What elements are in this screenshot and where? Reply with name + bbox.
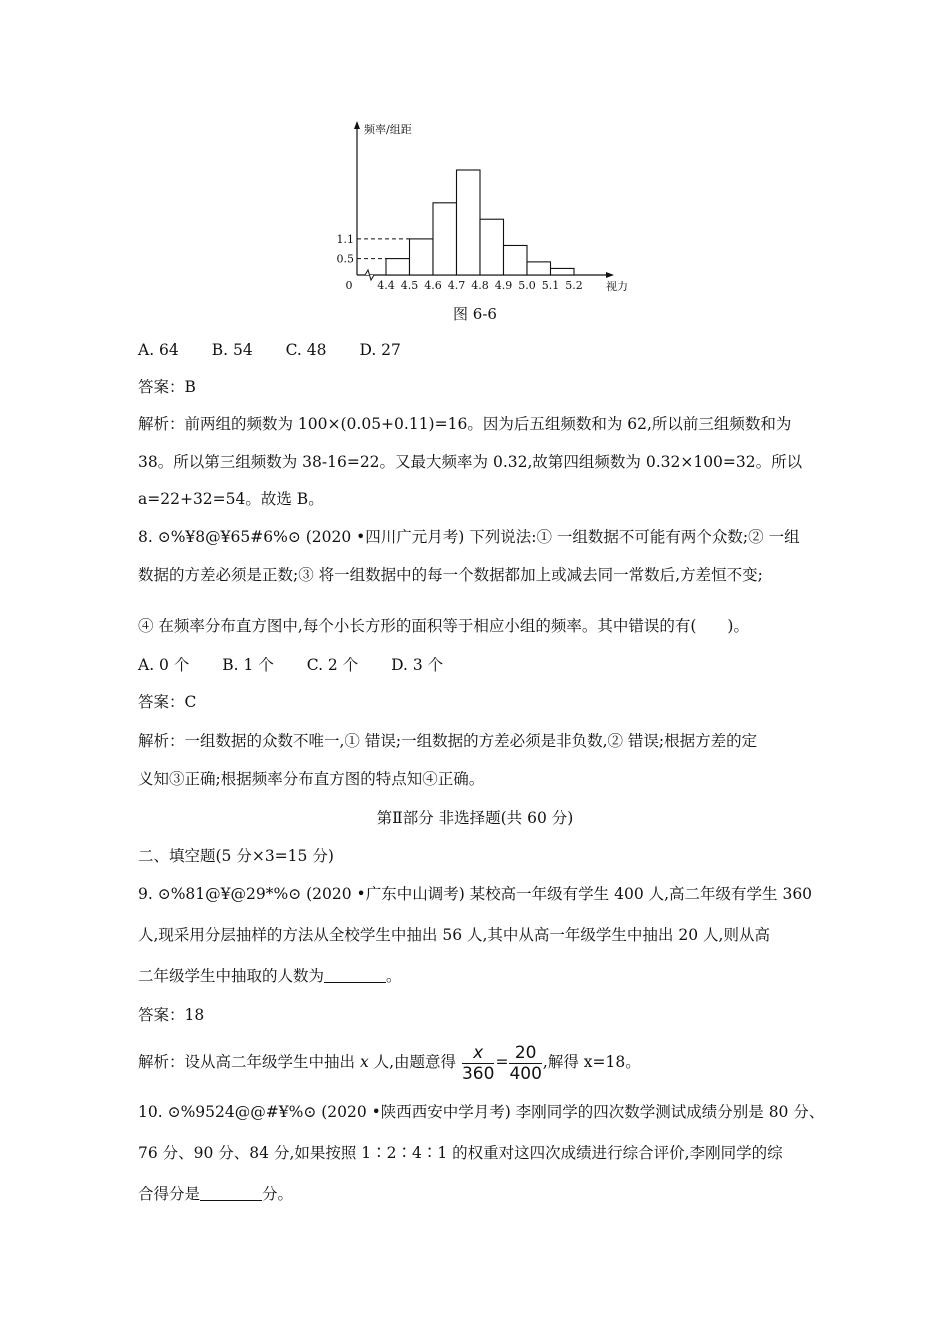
fraction-20-over-400 [509,1043,541,1084]
x-tick-label: 5.1 [541,279,560,292]
q9-answer-blank [324,966,386,983]
q10-stem-end: 分。 [262,1185,294,1203]
q7-analysis-line: 解析：前两组的频数为 100×(0.05+0.11)=16。因为后五组频数和为 62,所以前三组频数和为 [138,415,792,433]
q7-option-c: C. 48 [285,341,327,359]
histogram-bar [551,268,575,275]
q8-stem-line: 数据的方差必须是正数;③ 将一组数据中的每一个数据都加上或减去同一常数后,方差恒不变; [138,566,763,584]
figure-caption: 图 6-6 [453,305,497,323]
origin-label: 0 [345,279,353,292]
q8-option-a: A. 0 个 [138,656,190,674]
histogram-bar [527,262,551,275]
y-tick-label: 0.5 [336,252,354,266]
q9-analysis-mid: 人,由题意得 [368,1053,457,1071]
x-tick-label: 4.5 [400,279,419,292]
q8-answer: 答案：C [138,693,197,711]
x-tick-label: 4.7 [447,279,466,292]
x-tick-label: 5.0 [518,279,536,292]
q8-analysis-line: 义知③正确;根据频率分布直方图的特点知④正确。 [138,770,485,788]
q10-stem-line: 76 分、90 分、84 分,如果按照 1∶2∶4∶1 的权重对这四次成绩进行综合评价,李刚同学的综 [138,1144,783,1162]
q8-options [138,655,828,675]
fraction-denominator: 360 [461,1063,495,1084]
part2-title: 第Ⅱ部分 非选择题(共 60 分) [376,809,574,827]
histogram-bar [480,219,504,275]
q7-analysis-line: 38。所以第三组频数为 38-16=22。又最大频率为 0.32,故第四组频数为 0.32×100=32。所以 [138,453,803,471]
fraction-numerator: x [462,1043,494,1064]
q8-stem-line: ④ 在频率分布直方图中,每个小长方形的面积等于相应小组的频率。其中错误的有( )。 [138,617,749,635]
x-tick-label: 4.4 [377,279,395,292]
q9-var-x: x [359,1053,369,1071]
histogram-bar [457,170,481,275]
q8-stem-line: 8. ⊙%¥8@¥65#6%⊙ (2020 •四川广元月考) 下列说法:① 一组数据不可能有两个众数;② 一组 [138,528,800,546]
q8-analysis-line: 解析：一组数据的众数不唯一,① 错误;一组数据的方差必须是非负数,② 错误;根据方差的定 [138,732,758,750]
q7-answer: 答案：B [138,378,196,396]
q8-option-d: D. 3 个 [391,656,444,674]
q9-stem-line: 9. ⊙%81@¥@29*%⊙ (2020 •广东中山调考) 某校高一年级有学生 400 人,高二年级有学生 360 [138,885,813,903]
y-tick-label: 1.1 [336,232,354,246]
q8-option-b: B. 1 个 [222,656,274,674]
fraction-denominator: 400 [509,1063,542,1084]
q9-analysis-post: ,解得 x=18。 [542,1053,641,1071]
x-tick-label: 4.8 [471,279,489,292]
x-axis-label: 视力 [606,280,628,293]
q10-stem-text: 合得分是 [138,1185,201,1203]
q8-option-c: C. 2 个 [306,656,359,674]
q9-analysis [138,1040,828,1084]
axis-break-mark [365,270,374,280]
histogram-chart [330,115,630,300]
fraction-x-over-360 [462,1043,494,1084]
section2-title: 二、填空题(5 分×3=15 分) [138,847,334,865]
q9-analysis-pre: 解析：设从高二年级学生中抽出 [138,1053,360,1071]
y-axis-arrow [354,121,360,129]
q7-analysis-line: a=22+32=54。故选 B。 [138,490,324,508]
histogram-bar [410,239,434,275]
q10-stem-last-line [138,1184,828,1204]
y-axis-label: 频率/组距 [364,123,412,136]
x-tick-label: 4.6 [424,279,442,292]
fraction-numerator: 20 [509,1043,541,1064]
q9-stem-line: 人,现采用分层抽样的方法从全校学生中抽出 56 人,其中从高一年级学生中抽出 20 人,则从高 [138,926,770,944]
histogram-bar [433,203,457,275]
q9-stem-text: 二年级学生中抽取的人数为 [138,967,325,985]
q7-option-a: A. 64 [138,341,179,359]
q7-option-d: D. 27 [359,341,401,359]
histogram-bar [504,245,528,275]
q9-stem-end: 。 [386,967,402,985]
x-axis-arrow [606,272,614,278]
q7-option-b: B. 54 [211,341,253,359]
x-tick-label: 4.9 [494,279,513,292]
q9-stem-last-line [138,966,828,986]
q7-options [138,340,828,360]
equals-sign: = [495,1053,509,1071]
q10-answer-blank [200,1184,262,1201]
x-tick-label: 5.2 [565,279,583,292]
q9-answer: 答案：18 [138,1006,205,1024]
q10-stem-line: 10. ⊙%9524@@#¥%⊙ (2020 •陕西西安中学月考) 李刚同学的四次数学测试成绩分别是 80 分、 [138,1103,825,1121]
histogram-bar [386,259,410,275]
